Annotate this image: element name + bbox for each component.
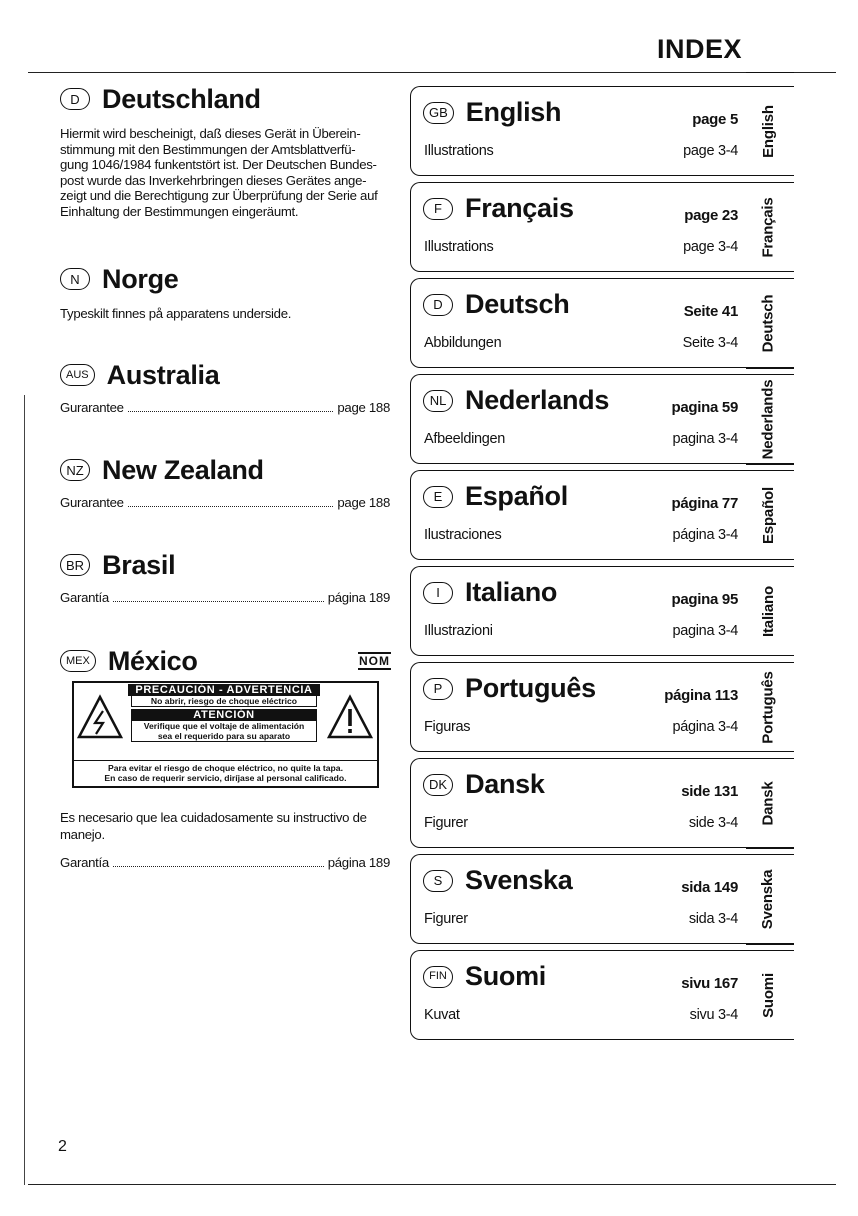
country-badge: NL [423,390,453,412]
language-title: English [465,97,562,127]
language-entry-svenska[interactable] [410,854,794,944]
tab-label: Italiano [759,585,777,637]
warning-line: sea el requerido para su aparato [157,731,291,741]
country-badge: D [423,294,453,316]
leader-dots [128,411,334,412]
guarantee-page: página 189 [327,590,390,605]
guarantee-page: página 189 [327,855,390,870]
warning-footer [74,760,377,783]
illustrations-label: Kuvat [424,1007,460,1023]
section-brasil [60,550,390,605]
country-badge: E [423,486,453,508]
tab-label: Svenska [759,869,777,929]
language-title: Svenska [465,865,573,895]
warning-text-block [128,681,320,759]
warning-heading: ATENCIÓN [131,709,317,721]
country-badge: D [60,88,90,110]
language-entry-portugues[interactable] [410,662,794,752]
illustrations-page: pagina 3-4 [672,431,738,447]
warning-line: No abrir, riesgo de choque eléctrico [131,696,317,707]
body-line: post wurde das Inverkehrbringen dieses Gerätes ange- [60,172,367,188]
language-page: sida 149 [681,879,738,896]
language-entry-dansk[interactable] [410,758,794,848]
language-title: Nederlands [465,385,610,415]
language-title: Italiano [465,577,558,607]
body-line: Es necesario que lea cuidadosamente su instructivo de [60,810,367,825]
body-line: zeigt und die Berechtigung zur Überprüfung der Serie auf [60,188,378,203]
language-entry-espanol[interactable] [410,470,794,560]
electric-shock-warning-icon [76,694,124,740]
section-title: Brasil [102,549,176,580]
tab-divider [746,944,794,945]
illustrations-page: página 3-4 [672,719,738,735]
tab-label: Nederlands [759,379,777,459]
language-tab[interactable] [750,471,786,559]
language-page: sivu 167 [681,975,738,992]
mexico-body [60,797,390,870]
country-badge: P [423,678,453,700]
illustrations-label: Afbeeldingen [424,431,506,447]
guarantee-row [60,590,390,605]
page-title: INDEX [656,34,742,64]
guarantee-page: page 188 [337,495,390,510]
illustrations-label: Figuras [424,719,471,735]
illustrations-page: sivu 3-4 [689,1007,738,1023]
language-entry-suomi[interactable] [410,950,794,1040]
language-page: página 77 [671,495,738,512]
guarantee-label: Gurarantee [60,495,124,510]
tab-label: Suomi [759,972,777,1018]
country-badge: I [423,582,453,604]
language-tab[interactable] [750,375,786,463]
illustrations-page: side 3-4 [688,815,738,831]
illustrations-label: Illustrations [424,239,494,255]
warning-line: Para evitar el riesgo de choque eléctrico, no quite la tapa. [108,763,343,773]
section-mexico [60,646,390,676]
language-title: Français [465,193,574,223]
language-page: side 131 [681,783,738,800]
language-title: Suomi [465,961,547,991]
tab-divider [746,848,794,849]
illustrations-label: Ilustraciones [424,527,502,543]
illustrations-label: Illustrazioni [424,623,493,639]
section-newzealand [60,455,390,510]
section-body: Typeskilt finnes på apparatens underside. [60,306,292,321]
guarantee-label: Garantía [60,855,109,870]
country-badge: N [60,268,90,290]
body-line: manejo. [60,827,105,842]
section-body [60,126,390,219]
language-tab[interactable] [750,855,786,943]
warning-heading: PRECAUCIÓN - ADVERTENCIA [128,684,320,696]
language-tab[interactable] [750,279,786,367]
tab-label: Deutsch [759,294,777,352]
illustrations-page: page 3-4 [683,143,738,159]
language-page: page 23 [684,207,738,224]
country-badge: NZ [60,459,90,481]
country-badge: BR [60,554,90,576]
section-australia [60,360,390,415]
tab-label: Dansk [759,780,777,826]
guarantee-row [60,855,390,870]
page-number: 2 [58,1138,67,1155]
section-norge [60,264,390,322]
tab-label: Français [759,196,777,258]
body-line: Hiermit wird bescheinigt, daß dieses Gerät in Überein- [60,126,361,141]
tab-divider [746,72,794,73]
section-title: Australia [106,359,220,390]
leader-dots [113,866,324,867]
tab-label: English [759,104,777,158]
country-badge: FIN [423,966,453,988]
section-title: México [107,645,198,676]
language-entry-italiano[interactable] [410,566,794,656]
language-entry-nederlands[interactable] [410,374,794,464]
tab-divider [746,464,794,465]
warning-voltage-box [131,721,317,742]
language-tab[interactable] [750,567,786,655]
country-badge: DK [423,774,453,796]
language-page: Seite 41 [683,303,738,320]
language-tab[interactable] [750,663,786,751]
language-tab[interactable] [750,759,786,847]
illustrations-label: Abbildungen [424,335,502,351]
language-tab[interactable] [750,183,786,271]
tab-label: Português [759,670,777,744]
language-entry-francais[interactable] [410,182,794,272]
leader-dots [128,506,334,507]
exclamation-warning-icon [326,694,374,740]
guarantee-label: Garantía [60,590,109,605]
language-entry-deutsch[interactable] [410,278,794,368]
illustrations-label: Illustrations [424,143,494,159]
section-body [60,809,390,843]
language-title: Português [465,673,596,703]
country-badge: MEX [60,650,96,672]
language-title: Deutsch [465,289,570,319]
section-title: Norge [102,263,179,294]
language-title: Dansk [465,769,545,799]
illustrations-label: Figurer [424,911,468,927]
warning-line: Verifique que el voltaje de alimentación [143,721,305,731]
tab-label: Español [759,486,777,544]
section-title: New Zealand [102,454,264,485]
country-badge: S [423,870,453,892]
warning-line: En caso de requerir servicio, diríjase al personal calificado. [104,773,347,783]
guarantee-row [60,400,390,415]
illustrations-page: Seite 3-4 [682,335,738,351]
country-badge: F [423,198,453,220]
nom-logo: NOM [359,654,390,668]
margin-rule [24,395,25,1185]
illustrations-page: sida 3-4 [688,911,738,927]
language-page: page 5 [692,111,738,128]
illustrations-page: página 3-4 [672,527,738,543]
guarantee-page: page 188 [337,400,390,415]
country-badge: GB [423,102,454,124]
language-tab[interactable] [750,951,786,1039]
body-line: Einhaltung der Bestimmungen eingeräumt. [60,203,299,219]
language-title: Español [465,481,568,511]
tab-divider [746,368,794,369]
language-page: página 113 [664,687,738,704]
guarantee-row [60,495,390,510]
section-deutschland [60,84,390,219]
language-page: pagina 95 [671,591,738,608]
body-line: stimmung mit den Bestimmungen der Amtsblattverfü- [60,141,356,157]
language-page: pagina 59 [671,399,738,416]
illustrations-label: Figurer [424,815,468,831]
country-badge: AUS [60,364,95,386]
section-title: Deutschland [102,83,261,114]
body-line: gung 1046/1984 funkentstört ist. Der Deutschen Bundes- [60,157,377,172]
guarantee-label: Gurarantee [60,400,124,415]
illustrations-page: page 3-4 [683,239,738,255]
footer-rule [28,1184,836,1185]
language-tab[interactable] [750,87,786,175]
illustrations-page: pagina 3-4 [672,623,738,639]
language-entry-english[interactable] [410,86,794,176]
leader-dots [113,601,324,602]
header-rule [28,72,836,73]
